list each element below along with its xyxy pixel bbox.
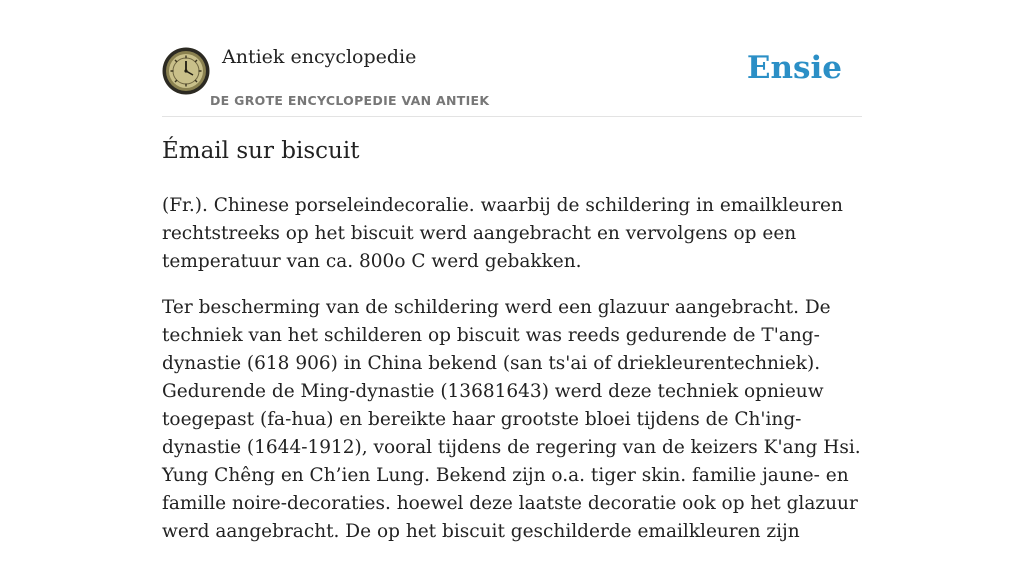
article-paragraph: (Fr.). Chinese porseleindecoralie. waarbij de schildering in emailkleuren rechtstreeks op het biscuit werd aangebracht en vervolgens op een temperatuur van ca. 800o C werd gebakken. xyxy=(162,195,843,272)
site-title[interactable]: Antiek encyclopedie xyxy=(222,46,417,68)
site-tagline: DE GROTE ENCYCLOPEDIE VAN ANTIEK xyxy=(210,93,490,108)
site-header xyxy=(162,0,862,117)
antique-clock-icon[interactable] xyxy=(162,47,210,95)
article-paragraph: Ter bescherming van de schildering werd een glazuur aangebracht. De techniek van het schilderen op biscuit was reeds gedurende de T'ang-dynastie (618 906) in China bekend (san ts'ai of driekleurentechniek). Gedurende de Ming-dynastie (13681643) werd deze techniek opnieuw toegepast (fa-hua) en bereikte haar grootste bloei tijdens de Ch'ing-dynastie (1644-1912), vooral tijdens de regering van de keizers K'ang Hsi. Yung Chêng en Ch’ien Lung. Bekend zijn o.a. tiger skin. familie jaune- en famille noire-decoraties. hoewel deze laatste decoratie ook op het glazuur werd aangebracht. De op het biscuit geschilderde emailkleuren zijn xyxy=(162,297,861,542)
article-body xyxy=(162,192,862,564)
ensie-brand-link[interactable]: Ensie xyxy=(746,50,842,86)
page-container xyxy=(162,0,862,542)
article-title: Émail sur biscuit xyxy=(162,138,360,164)
